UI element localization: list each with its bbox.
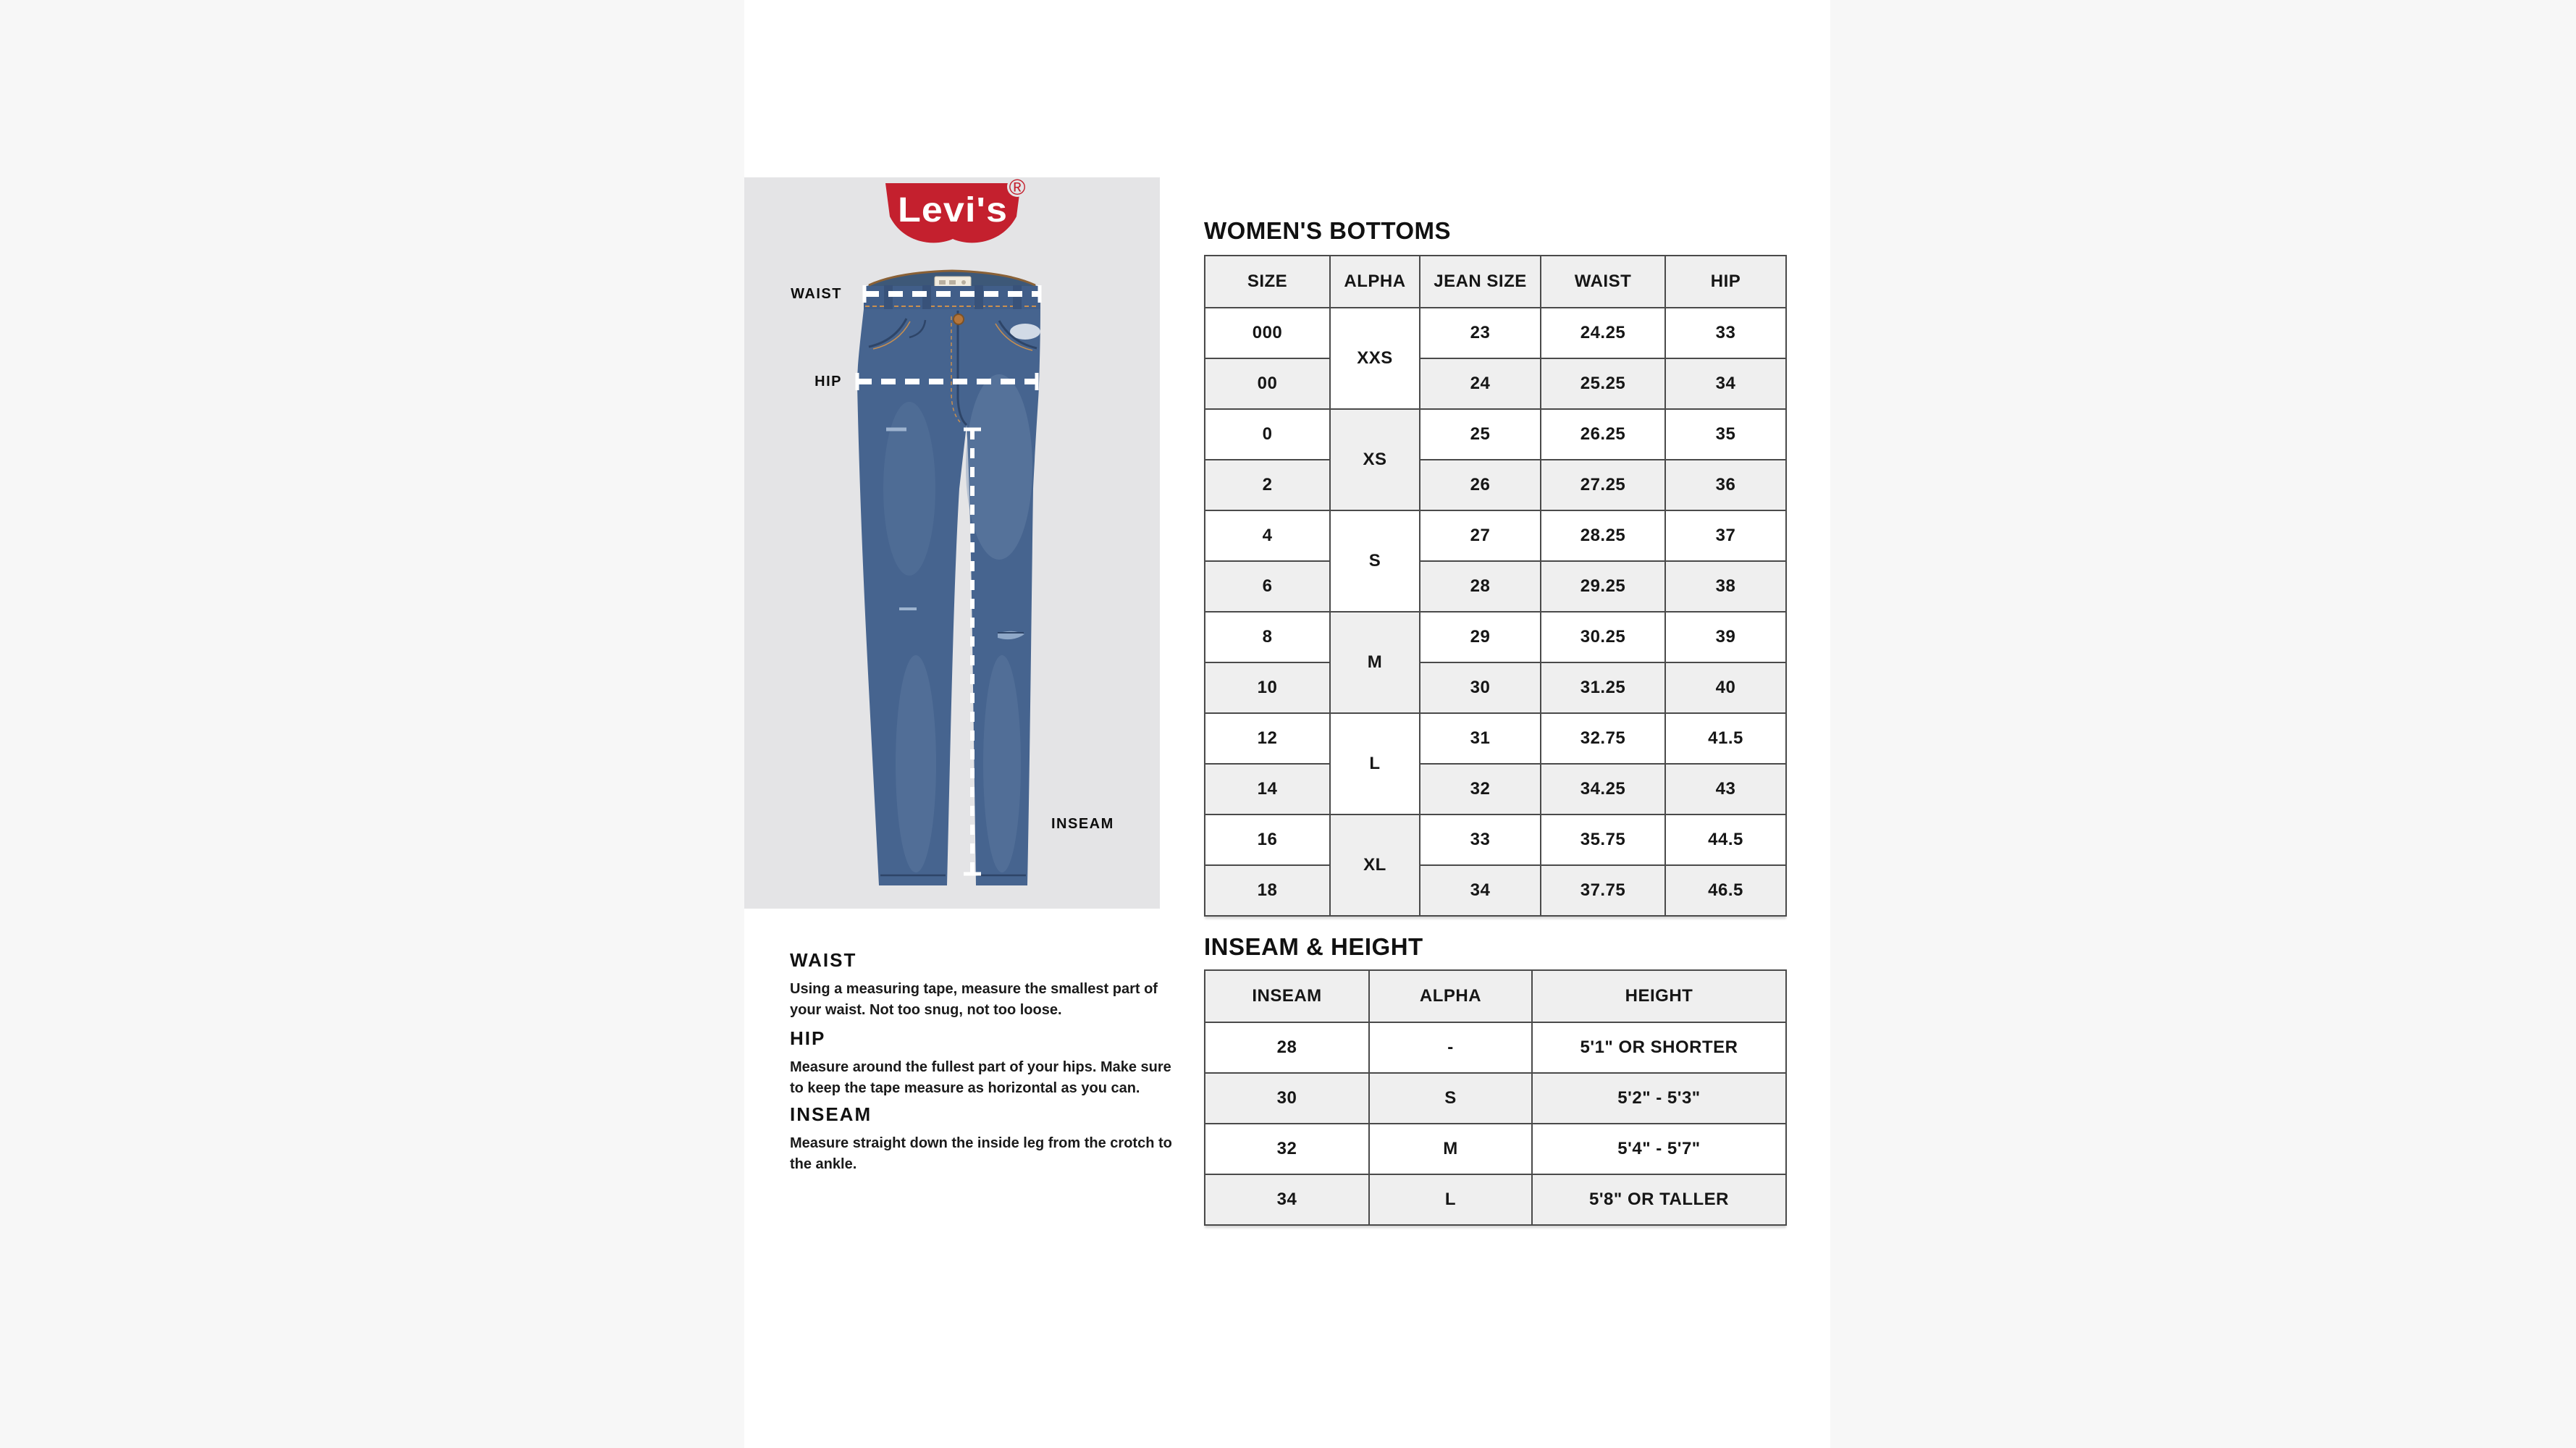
hip-diagram-label: HIP [815,374,842,390]
inseam-cell: 34 [1205,1174,1369,1225]
waist-cell: 29.25 [1541,561,1665,612]
size-cell: 18 [1205,865,1330,916]
size-cell: 14 [1205,764,1330,814]
waist-cell: 31.25 [1541,662,1665,713]
size-cell: 000 [1205,308,1330,358]
table-row [1205,662,1786,713]
inseam-cell: 28 [1205,1022,1369,1073]
waist-guide [790,949,1184,1021]
waist-cell: 24.25 [1541,308,1665,358]
table-row [1205,713,1786,764]
table-row [1205,764,1786,814]
height-cell: 5'2" - 5'3" [1532,1073,1786,1124]
height-cell: 5'8" OR TALLER [1532,1174,1786,1225]
hip-cell: 36 [1665,460,1786,510]
size-cell: 6 [1205,561,1330,612]
hip-cell: 35 [1665,409,1786,460]
registered-mark-icon: ® [1009,177,1026,200]
table-row [1205,1022,1786,1073]
jean-size-cell: 28 [1420,561,1541,612]
hip-cell: 38 [1665,561,1786,612]
hip-cell: 41.5 [1665,713,1786,764]
bottoms-table-title: WOMEN'S BOTTOMS [1204,217,1452,244]
alpha-cell: - [1369,1022,1532,1073]
waist-diagram-label: WAIST [791,286,842,302]
content-column [744,0,1830,1448]
jean-size-cell: 34 [1420,865,1541,916]
inseam-table-title: INSEAM & HEIGHT [1204,933,1423,960]
jean-size-cell: 33 [1420,814,1541,865]
jean-size-cell: 30 [1420,662,1541,713]
column-header: HEIGHT [1532,970,1786,1022]
hip-cell: 40 [1665,662,1786,713]
table-row [1205,409,1786,460]
alpha-group-cell: XXS [1330,308,1420,409]
height-cell: 5'4" - 5'7" [1532,1124,1786,1174]
waist-cell: 37.75 [1541,865,1665,916]
levis-wordmark: Levi's [898,191,1008,230]
jean-size-cell: 31 [1420,713,1541,764]
alpha-group-cell: XS [1330,409,1420,510]
table-row [1205,612,1786,662]
size-cell: 16 [1205,814,1330,865]
inseam-guide-text: Measure straight down the inside leg from the crotch to the ankle. [790,1135,1172,1172]
jean-size-cell: 32 [1420,764,1541,814]
jeans-button [954,314,964,324]
jean-size-cell: 27 [1420,510,1541,561]
alpha-group-cell: L [1330,713,1420,814]
hip-cell: 34 [1665,358,1786,409]
jean-size-cell: 24 [1420,358,1541,409]
hip-cell: 33 [1665,308,1786,358]
jean-size-cell: 29 [1420,612,1541,662]
alpha-group-cell: M [1330,612,1420,713]
size-cell: 12 [1205,713,1330,764]
hip-cell: 44.5 [1665,814,1786,865]
waist-guide-heading: WAIST [790,949,857,971]
table-row [1205,1073,1786,1124]
inseam-guide [790,1103,1184,1175]
jean-size-cell: 25 [1420,409,1541,460]
table-row [1205,308,1786,358]
alpha-cell: M [1369,1124,1532,1174]
hip-guide [790,1027,1184,1099]
waist-cell: 35.75 [1541,814,1665,865]
jean-size-cell: 26 [1420,460,1541,510]
waist-cell: 30.25 [1541,612,1665,662]
waist-cell: 32.75 [1541,713,1665,764]
table-row [1205,1124,1786,1174]
jeans-figure [857,270,1040,885]
table-row [1205,865,1786,916]
inseam-diagram-label: INSEAM [1051,816,1114,832]
hip-cell: 37 [1665,510,1786,561]
table-row [1205,561,1786,612]
column-header: ALPHA [1369,970,1532,1022]
inseam-guide-heading: INSEAM [790,1103,872,1125]
waist-cell: 25.25 [1541,358,1665,409]
inseam-cell: 32 [1205,1124,1369,1174]
jean-size-cell: 23 [1420,308,1541,358]
table-row [1205,510,1786,561]
hip-cell: 43 [1665,764,1786,814]
alpha-cell: S [1369,1073,1532,1124]
column-header: JEAN SIZE [1420,256,1541,308]
height-cell: 5'1" OR SHORTER [1532,1022,1786,1073]
alpha-group-cell: S [1330,510,1420,612]
table-row [1205,1174,1786,1225]
waist-cell: 28.25 [1541,510,1665,561]
column-header: SIZE [1205,256,1330,308]
header-row [1205,256,1786,308]
table-row [1205,814,1786,865]
column-header: INSEAM [1205,970,1369,1022]
inseam-height-table [1204,969,1787,1226]
hip-cell: 46.5 [1665,865,1786,916]
size-cell: 2 [1205,460,1330,510]
size-cell: 4 [1205,510,1330,561]
waist-cell: 27.25 [1541,460,1665,510]
table-row [1205,358,1786,409]
waist-guide-text: Using a measuring tape, measure the smallest part of your waist. Not too snug, not too loose. [790,981,1158,1018]
column-header: ALPHA [1330,256,1420,308]
alpha-group-cell: XL [1330,814,1420,916]
size-cell: 00 [1205,358,1330,409]
column-header: HIP [1665,256,1786,308]
waist-cell: 26.25 [1541,409,1665,460]
alpha-cell: L [1369,1174,1532,1225]
levis-logo [885,177,1027,243]
size-cell: 10 [1205,662,1330,713]
hip-cell: 39 [1665,612,1786,662]
table-row [1205,460,1786,510]
size-cell: 0 [1205,409,1330,460]
column-header: WAIST [1541,256,1665,308]
bottoms-size-table [1204,255,1787,917]
header-row [1205,970,1786,1022]
size-cell: 8 [1205,612,1330,662]
hip-guide-text: Measure around the fullest part of your hips. Make sure to keep the tape measure as horizontal as you can. [790,1059,1171,1096]
inseam-cell: 30 [1205,1073,1369,1124]
waist-cell: 34.25 [1541,764,1665,814]
hip-guide-heading: HIP [790,1027,826,1049]
